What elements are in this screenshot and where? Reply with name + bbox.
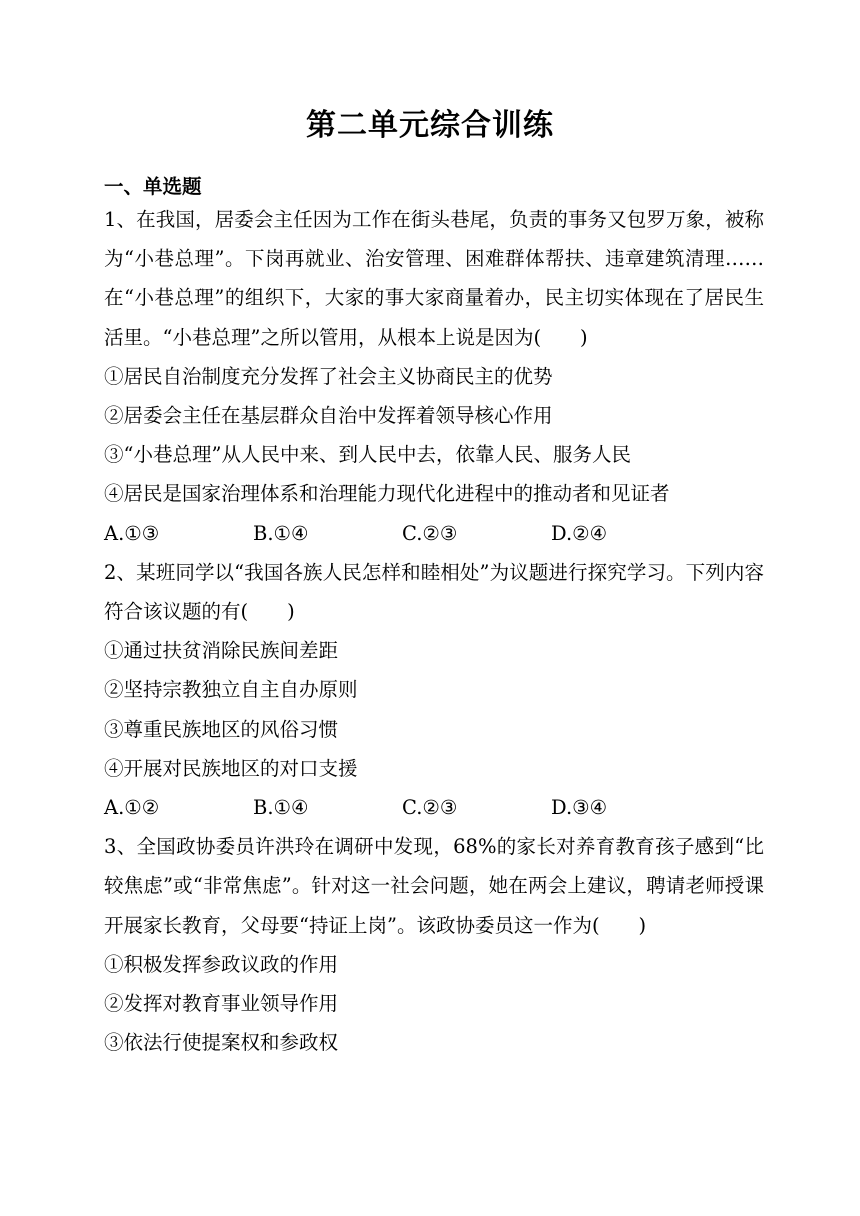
question-2-option-2: ②坚持宗教独立自主自办原则	[104, 678, 358, 702]
question-2-choice-a: A.①②	[104, 796, 160, 820]
question-2-choice-d: D.③④	[551, 796, 608, 820]
question-1-answer-choices	[104, 514, 764, 553]
question-1-option-4: ④居民是国家治理体系和治理能力现代化进程中的推动者和见证者	[104, 482, 670, 506]
question-3-option-1: ①积极发挥参政议政的作用	[104, 952, 339, 976]
question-2-option-4: ④开展对民族地区的对口支援	[104, 756, 358, 780]
question-1-stem: 1、在我国，居委会主任因为工作在街头巷尾，负责的事务又包罗万象，被称为“小巷总理”。下岗再就业、治安管理、困难群体帮扶、违章建筑清理……在“小巷总理”的组织下，大家的事大家商量着办，民主切实体现在了居民生活里。“小巷总理”之所以管用，从根本上说是因为( )	[104, 208, 764, 349]
question-2	[104, 553, 764, 827]
question-2-answer-choices	[104, 788, 764, 827]
question-1-choice-c: C.②③	[402, 521, 458, 545]
question-list	[104, 200, 764, 1062]
page-title: 第二单元综合训练	[306, 108, 554, 143]
question-2-choice-c: C.②③	[402, 796, 458, 820]
question-1-choice-d: D.②④	[551, 521, 608, 545]
question-1-option-2: ②居委会主任在基层群众自治中发挥着领导核心作用	[104, 404, 553, 428]
question-3-stem: 3、全国政协委员许洪玲在调研中发现，68%的家长对养育教育孩子感到“比较焦虑”或“非常焦虑”。针对这一社会问题，她在两会上建议，聘请老师授课开展家长教育，父母要“持证上岗”。该政协委员这一作为( )	[104, 835, 764, 937]
question-1-option-1: ①居民自治制度充分发挥了社会主义协商民主的优势	[104, 364, 553, 388]
question-1	[104, 200, 764, 553]
question-3-option-3: ③依法行使提案权和参政权	[104, 1031, 339, 1055]
question-2-option-3: ③尊重民族地区的风俗习惯	[104, 717, 339, 741]
question-3-option-2: ②发挥对教育事业领导作用	[104, 992, 339, 1016]
question-2-choice-b: B.①④	[253, 796, 309, 820]
question-1-choice-b: B.①④	[253, 521, 309, 545]
section-heading: 一、单选题	[104, 175, 202, 198]
question-1-choice-a: A.①③	[104, 521, 160, 545]
question-2-stem: 2、某班同学以“我国各族人民怎样和睦相处”为议题进行探究学习。下列内容符合该议题的有( )	[104, 560, 764, 624]
question-1-option-3: ③“小巷总理”从人民中来、到人民中去，依靠人民、服务人民	[104, 443, 631, 467]
question-2-option-1: ①通过扶贫消除民族间差距	[104, 639, 339, 663]
question-3	[104, 827, 764, 1062]
